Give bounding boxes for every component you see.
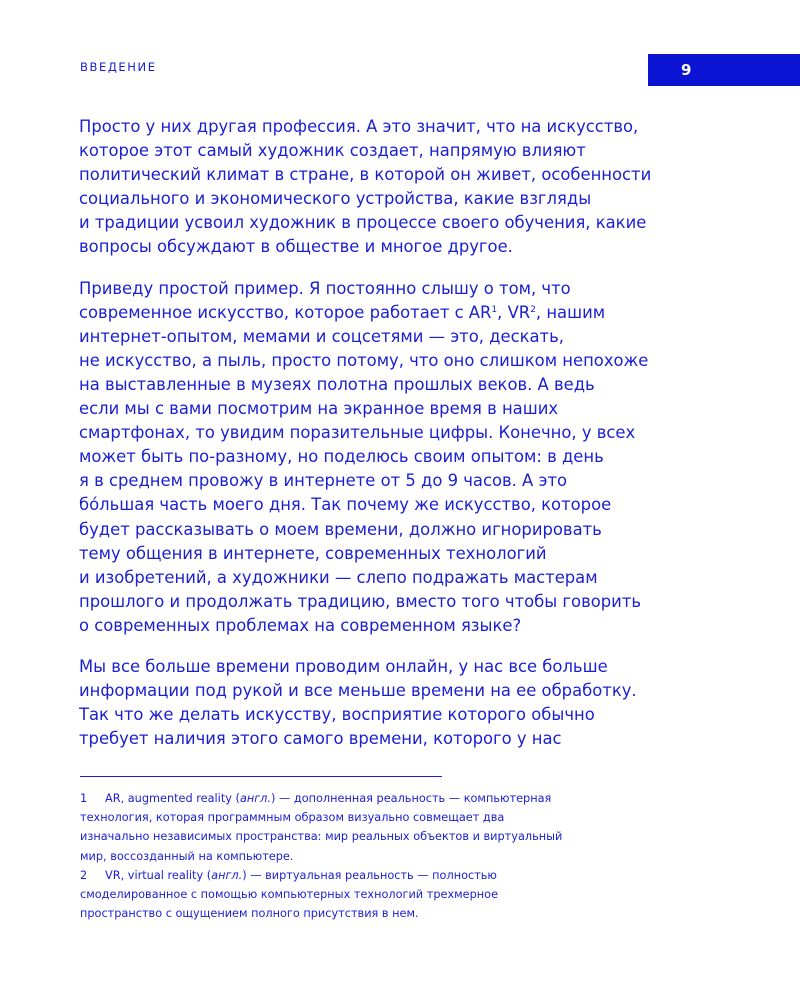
text-segment: ) — дополненная реальность — компьютерная — [271, 792, 552, 805]
text-line: Мы все больше времени проводим онлайн, у нас все больше — [79, 656, 608, 676]
text-line: может быть по-разному, но поделюсь своим опытом: в день — [79, 447, 604, 467]
text-line: требует наличия этого самого времени, которого у нас — [79, 729, 562, 749]
footnote-line — [80, 866, 700, 885]
text-line: я в среднем провожу в интернете от 5 до 9 часов. А это — [79, 471, 568, 491]
text-line: политический климат в стране, в которой он живет, особенности — [79, 165, 652, 185]
text-line: не искусство, а пыль, просто потому, что оно слишком непохоже — [79, 350, 649, 370]
text-line: тему общения в интернете, современных технологий — [79, 543, 547, 563]
footnote-ref-2[interactable]: 2 — [530, 304, 536, 315]
page-number: 9 — [681, 61, 692, 79]
text-line: если мы с вами посмотрим на экранное время в наших — [79, 399, 559, 419]
paragraph-3 — [79, 655, 729, 751]
footnote-line: изначально независимых пространства: мир реальных объектов и виртуальный — [80, 830, 563, 844]
text-segment: AR, augmented reality ( — [105, 792, 240, 805]
text-line: и изобретений, а художники — слепо подражать мастерам — [79, 567, 598, 587]
text-segment: , VR — [497, 302, 531, 322]
footnotes — [80, 789, 700, 923]
text-line: которое этот самый художник создает, напрямую влияют — [79, 141, 586, 161]
text-line: прошлого и продолжать традицию, вместо того чтобы говорить — [79, 591, 642, 611]
text-segment-italic: англ. — [239, 792, 271, 805]
running-head-section-title: ВВЕДЕНИЕ — [80, 60, 157, 74]
text-line: и традиции усвоил художник в процессе своего обучения, какие — [79, 213, 647, 233]
text-line-with-footnotes — [79, 301, 729, 325]
footnote-line: технология, которая программным образом визуально совмещает два — [80, 811, 505, 825]
text-segment: , нашим — [535, 302, 606, 322]
text-line: о современных проблемах на современном языке? — [79, 615, 522, 635]
footnote-line: смоделированное с помощью компьютерных технологий трехмерное — [80, 888, 499, 902]
text-line: на выставленные в музеях полотна прошлых веков. А ведь — [79, 374, 595, 394]
text-line: интернет-опытом, мемами и соцсетями — это, дескать, — [79, 326, 564, 346]
text-line: Приведу простой пример. Я постоянно слышу о том, что — [79, 278, 571, 298]
main-text — [79, 115, 729, 768]
footnote-1 — [80, 789, 700, 866]
footnote-number: 2 — [80, 868, 88, 882]
text-line: информации под рукой и все меньше времени на ее обработку. — [79, 681, 637, 701]
footnote-2 — [80, 866, 700, 924]
text-line: Так что же делать искусству, восприятие которого обычно — [79, 705, 595, 725]
text-segment-italic: англ. — [211, 868, 243, 882]
text-line: Просто у них другая профессия. А это значит, что на искусство, — [79, 117, 639, 136]
footnote-line: мир, воссозданный на компьютере. — [80, 849, 294, 863]
text-segment: VR, virtual reality ( — [105, 868, 212, 882]
footnote-number: 1 — [80, 792, 88, 805]
text-line: вопросы обсуждают в обществе и многое другое. — [79, 237, 513, 257]
text-segment: современное искусство, которое работает с AR — [79, 302, 492, 322]
footnote-divider — [80, 776, 442, 777]
footnote-line — [80, 789, 700, 808]
footnote-line: пространство с ощущением полного присутствия в нем. — [80, 907, 419, 921]
text-line: бо́льшая часть моего дня. Так почему же искусство, которое — [79, 495, 612, 515]
text-line: социального и экономического устройства, какие взгляды — [79, 189, 592, 209]
page-number-tab — [648, 54, 800, 86]
text-segment: ) — виртуальная реальность — полностью — [242, 868, 497, 882]
text-line: будет рассказывать о моем времени, должно игнорировать — [79, 519, 602, 539]
paragraph-2 — [79, 277, 729, 638]
text-line: смартфонах, то увидим поразительные цифры. Конечно, у всех — [79, 423, 636, 443]
footnote-ref-1[interactable]: 1 — [491, 304, 498, 315]
paragraph-1 — [79, 115, 729, 260]
